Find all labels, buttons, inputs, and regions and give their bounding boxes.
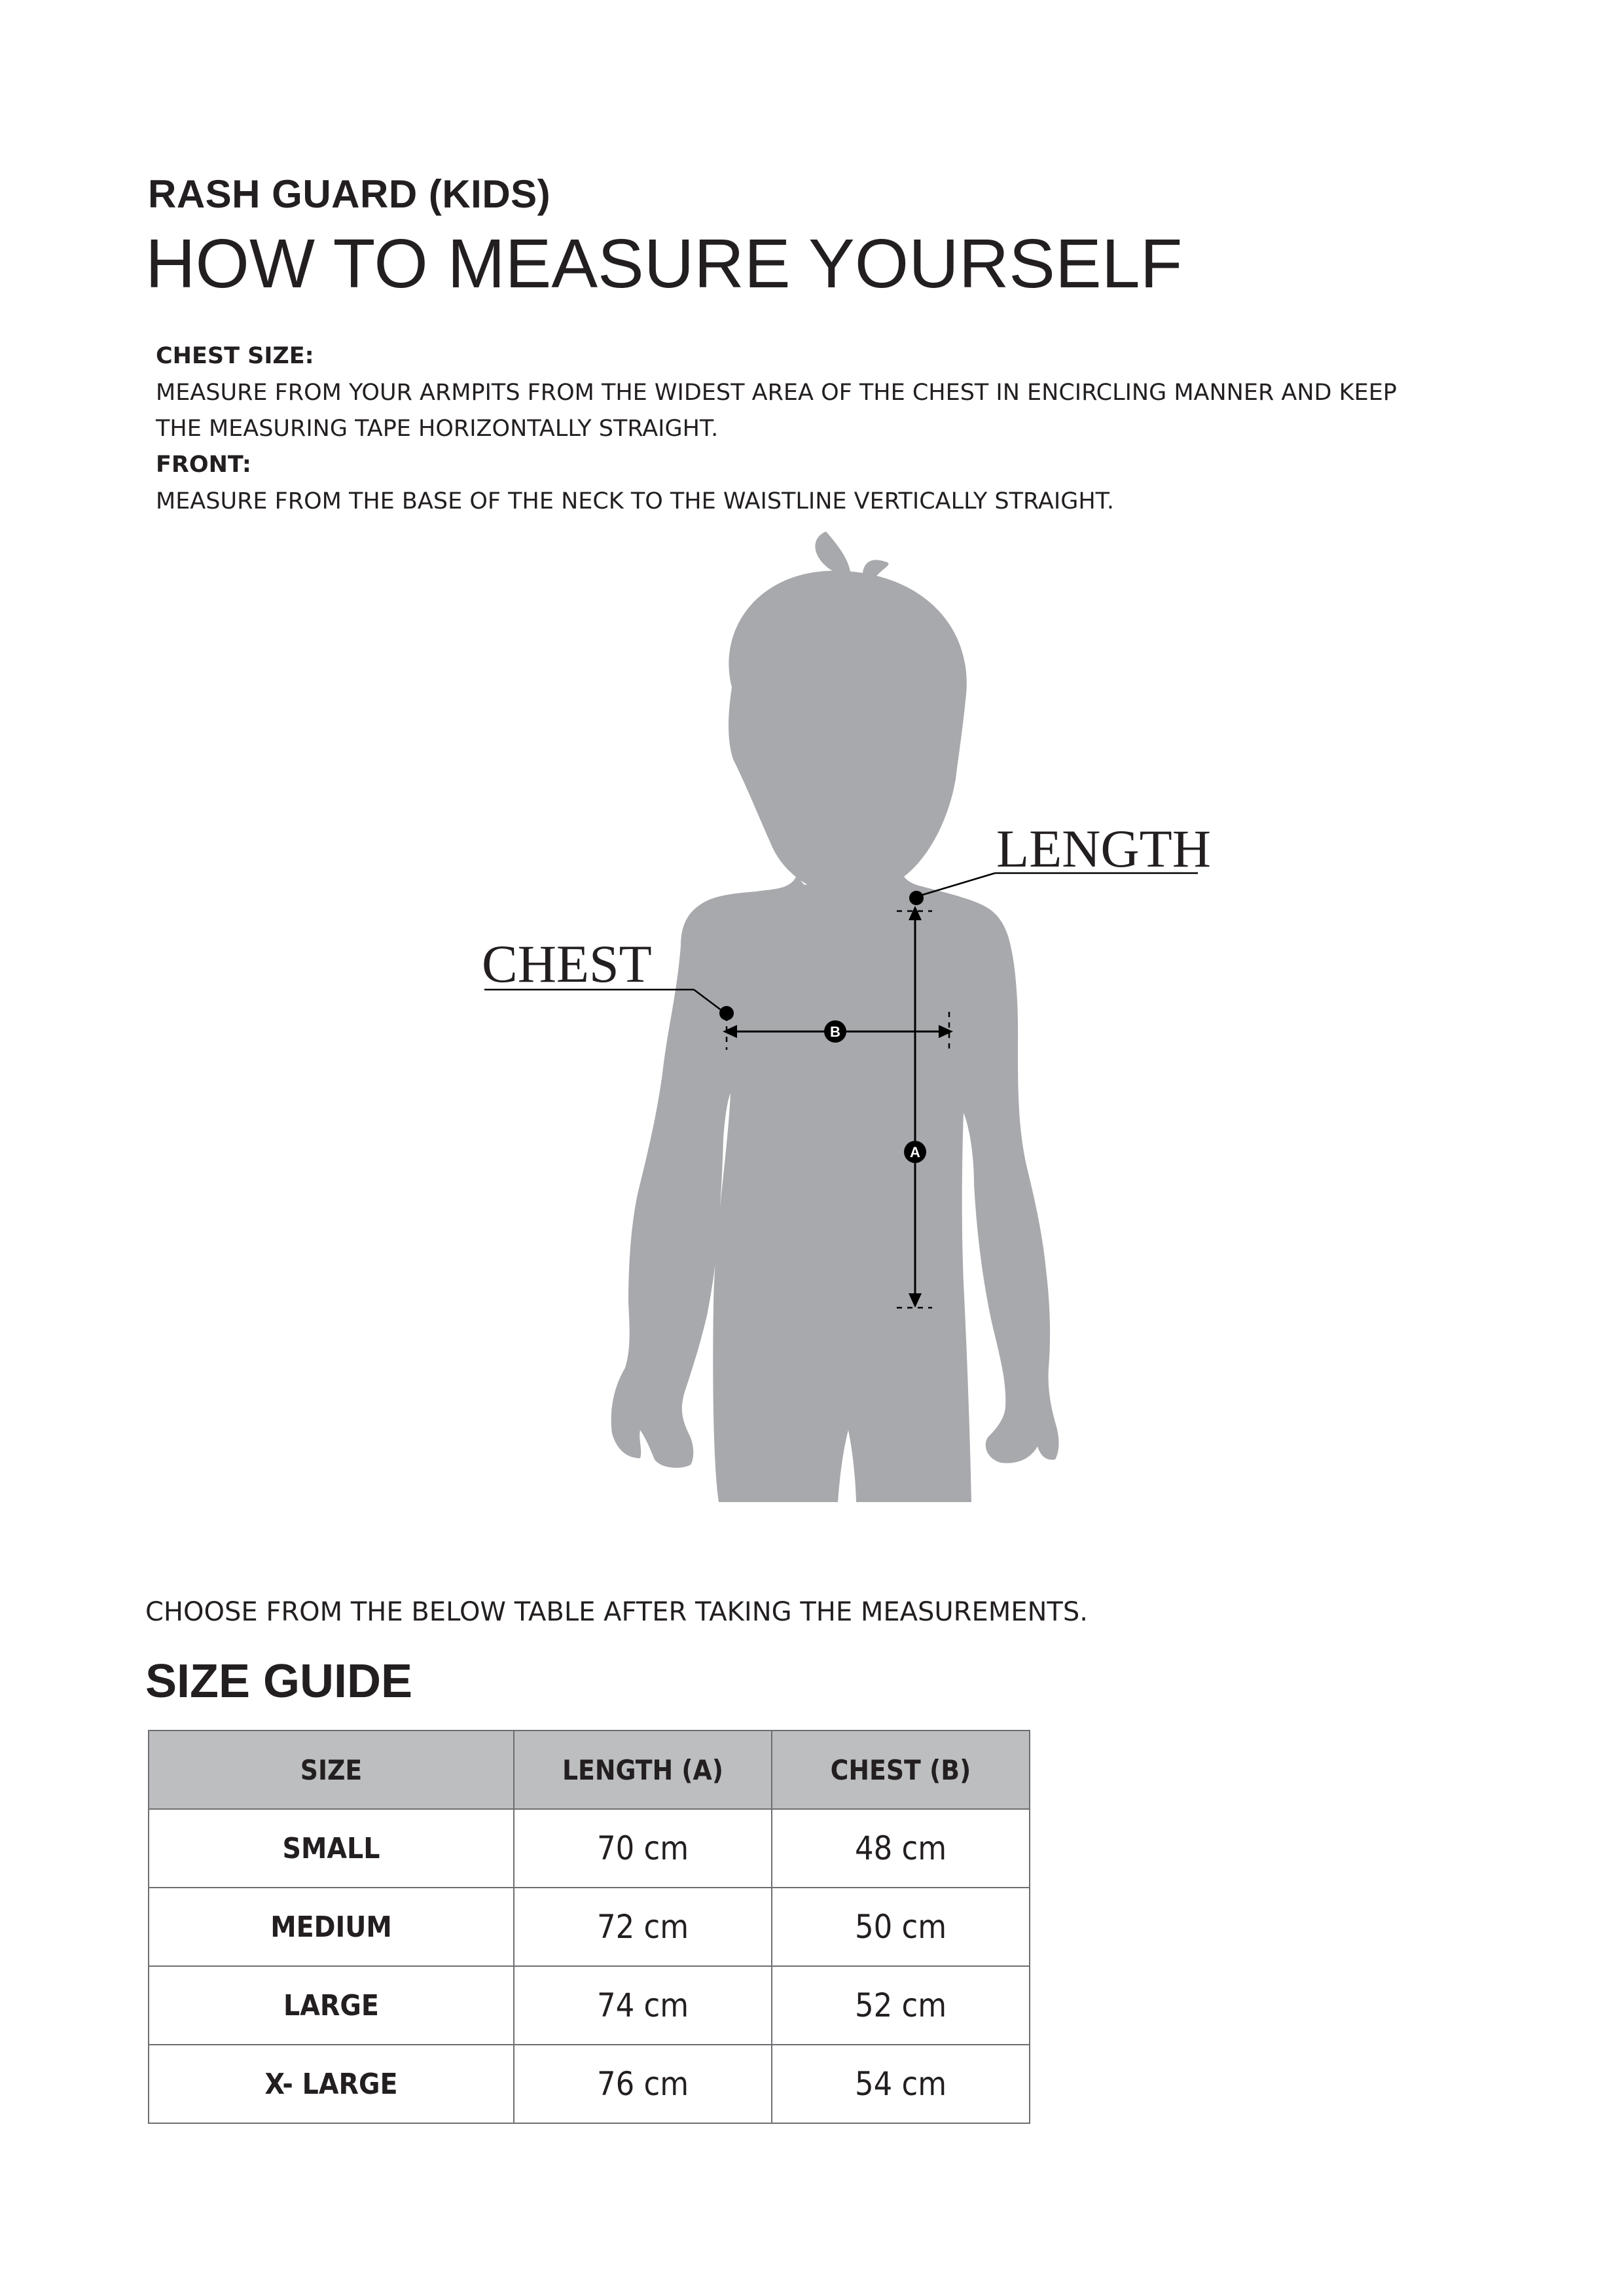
head-shape <box>729 571 967 897</box>
table-row <box>149 1888 1030 1966</box>
product-subtitle: RASH GUARD (KIDS) <box>148 172 551 216</box>
chest-label: CHEST <box>482 934 652 994</box>
table-header-row <box>149 1731 1030 1809</box>
page-title: HOW TO MEASURE YOURSELF <box>145 225 1183 302</box>
column-header: LENGTH (A) <box>514 1731 772 1809</box>
column-header: CHEST (B) <box>772 1731 1030 1809</box>
size-cell: LARGE <box>149 1966 514 2045</box>
length-cell: 74 cm <box>514 1966 772 2045</box>
length-cell: 72 cm <box>514 1888 772 1966</box>
size-cell: SMALL <box>149 1809 514 1888</box>
chest-cell: 48 cm <box>772 1809 1030 1888</box>
instruction-line: THE MEASURING TAPE HORIZONTALLY STRAIGHT. <box>156 416 719 442</box>
chest-cell: 50 cm <box>772 1888 1030 1966</box>
size-cell: MEDIUM <box>149 1888 514 1966</box>
instruction-heading-chest: CHEST SIZE: <box>156 343 314 369</box>
length-cell: 76 cm <box>514 2045 772 2123</box>
marker-b-label: B <box>830 1024 840 1040</box>
size-cell: X- LARGE <box>149 2045 514 2123</box>
column-header: SIZE <box>149 1731 514 1809</box>
instruction-heading-front: FRONT: <box>156 452 251 478</box>
chest-cell: 52 cm <box>772 1966 1030 2045</box>
choose-instruction: CHOOSE FROM THE BELOW TABLE AFTER TAKING THE MEASUREMENTS. <box>145 1597 1088 1627</box>
child-silhouette <box>611 531 1059 1502</box>
length-label: LENGTH <box>996 819 1211 878</box>
size-guide-heading: SIZE GUIDE <box>145 1655 413 1708</box>
instruction-line: MEASURE FROM THE BASE OF THE NECK TO THE WAISTLINE VERTICALLY STRAIGHT. <box>156 488 1114 514</box>
marker-a-label: A <box>910 1144 920 1160</box>
instruction-line: MEASURE FROM YOUR ARMPITS FROM THE WIDEST AREA OF THE CHEST IN ENCIRCLING MANNER AND KEEP <box>156 380 1397 406</box>
body-shape <box>611 844 1059 1502</box>
length-cell: 70 cm <box>514 1809 772 1888</box>
size-guide-table <box>148 1730 1030 2124</box>
table-row <box>149 1809 1030 1888</box>
chest-cell: 54 cm <box>772 2045 1030 2123</box>
table-row <box>149 2045 1030 2123</box>
table-row <box>149 1966 1030 2045</box>
